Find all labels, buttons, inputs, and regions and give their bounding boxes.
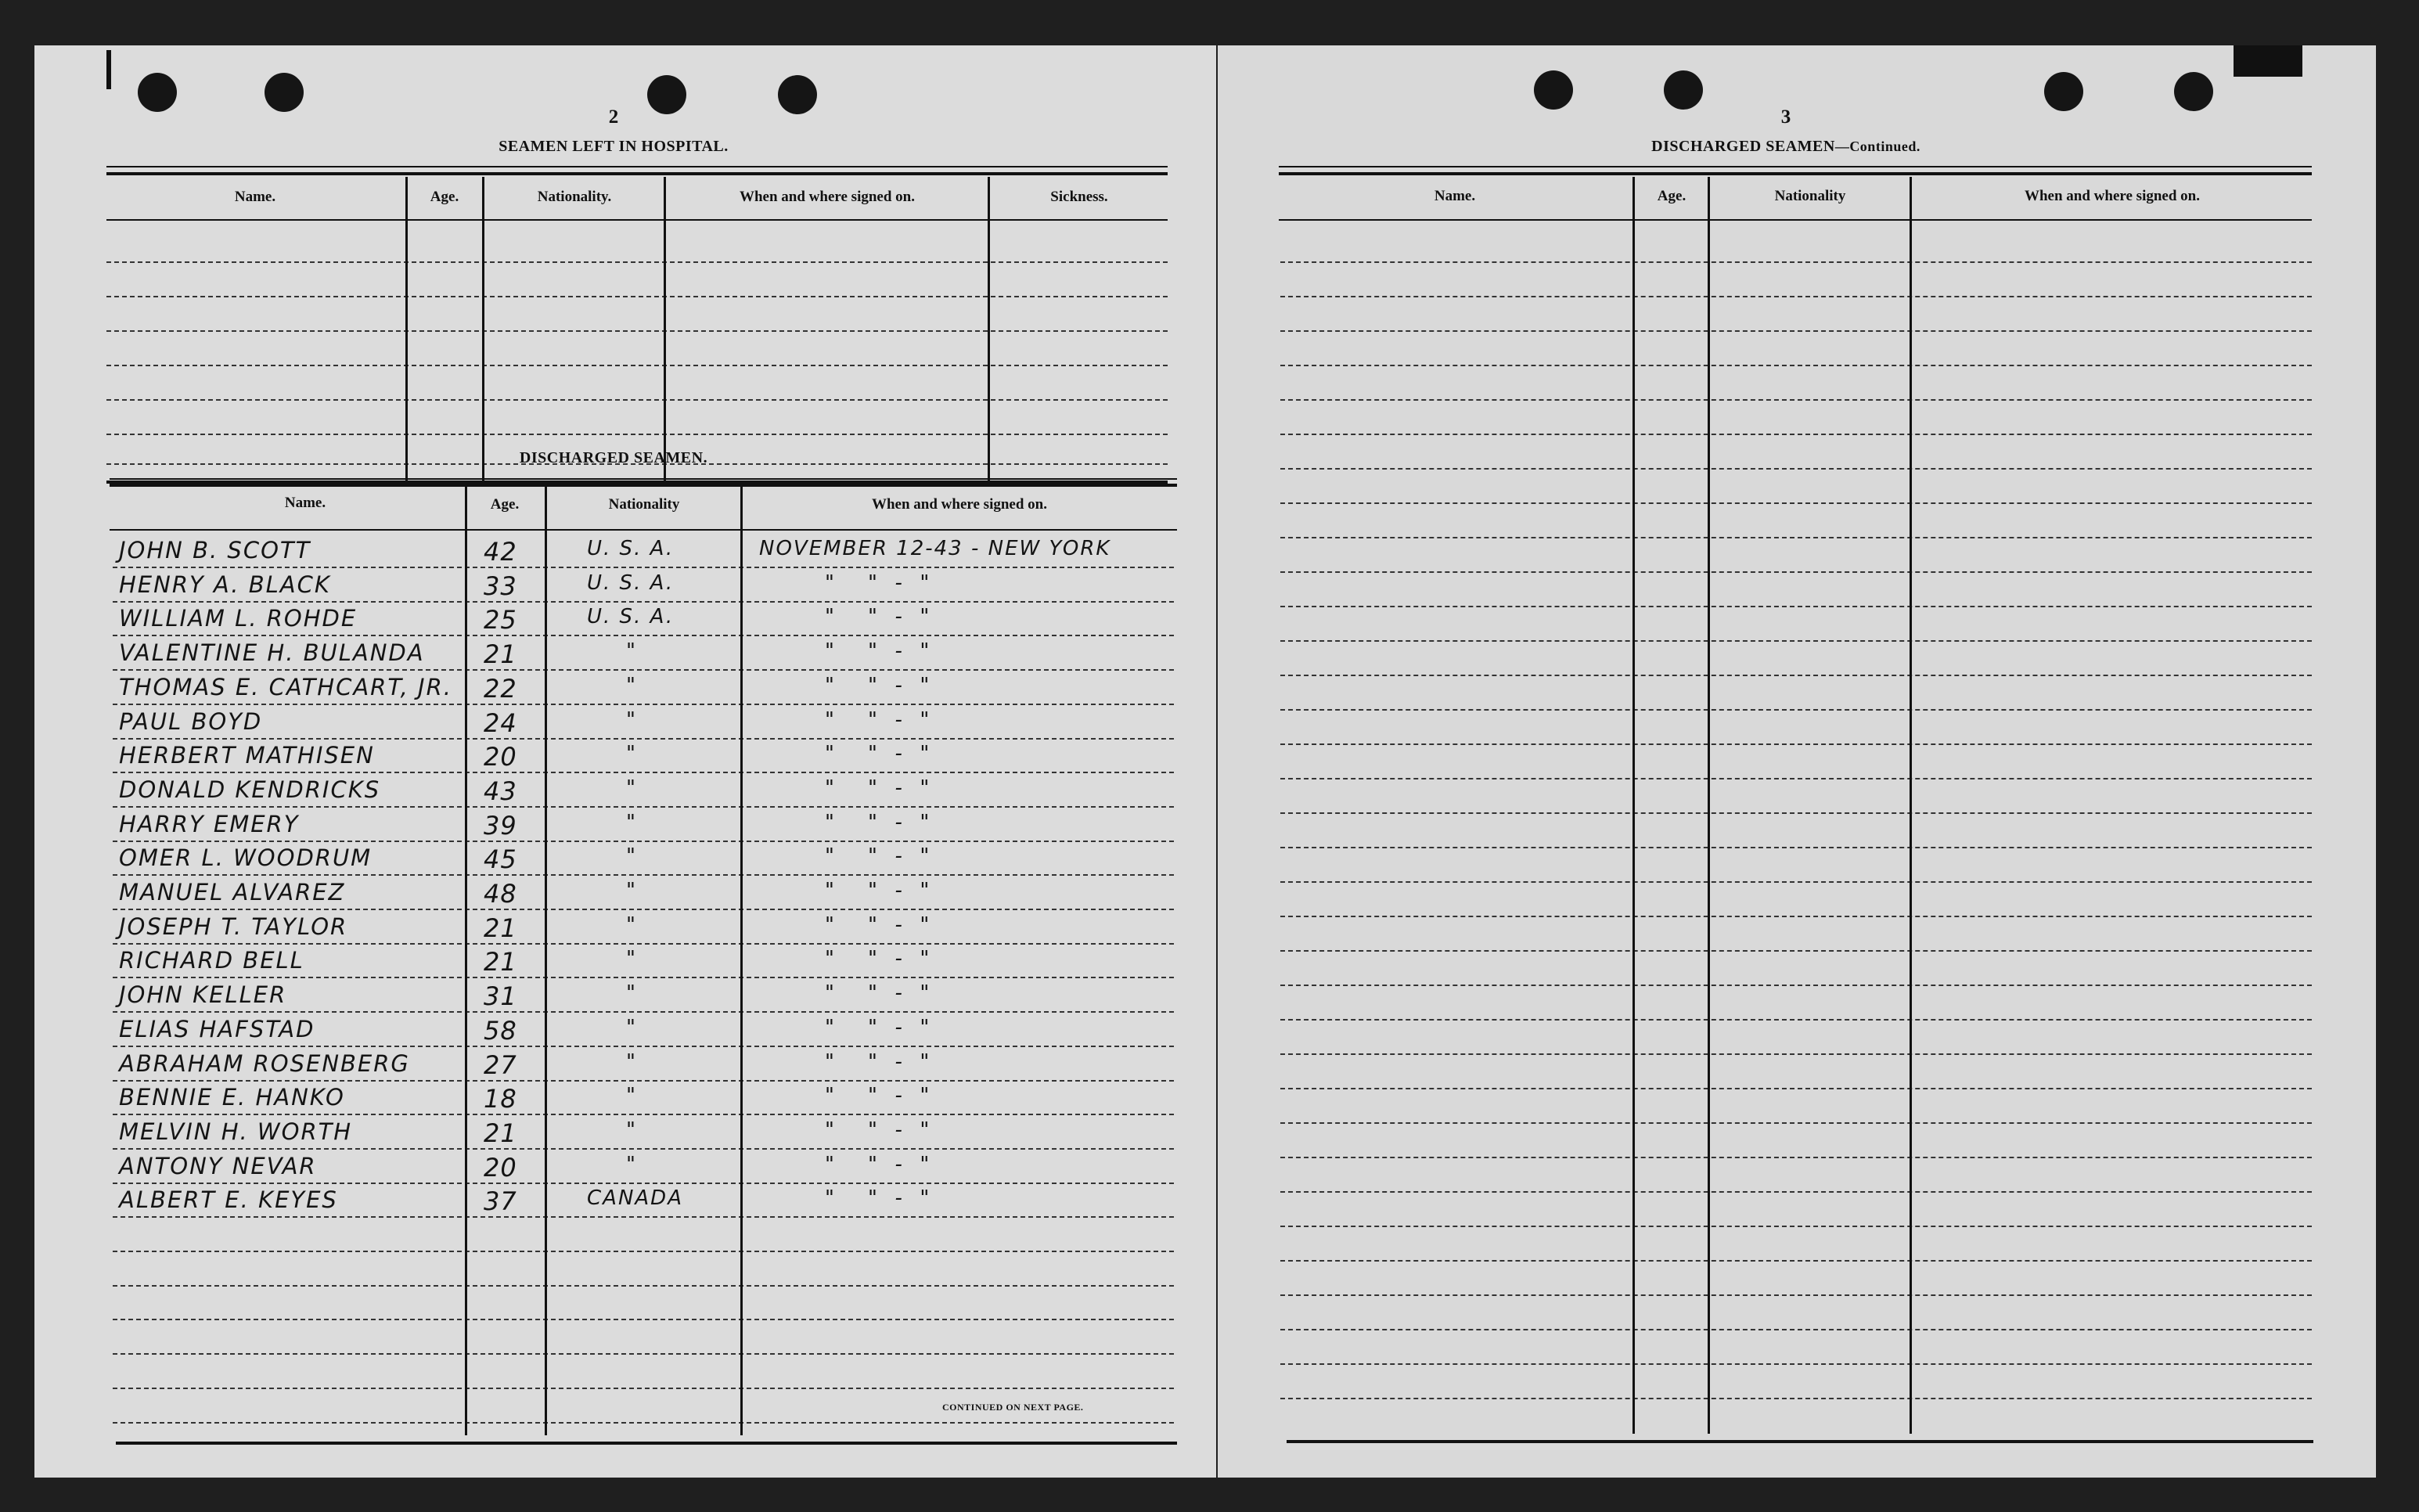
right-col-signed-on: When and where signed on. bbox=[2024, 188, 2200, 204]
rule bbox=[1279, 172, 2312, 175]
seaman-signed-on: " " - " bbox=[825, 776, 931, 800]
right-section-title bbox=[1551, 138, 2021, 156]
row-line bbox=[113, 1148, 1174, 1150]
row-line bbox=[113, 1216, 1174, 1218]
row-line bbox=[113, 943, 1174, 945]
seaman-nationality: U. S. A. bbox=[587, 605, 675, 628]
row-line bbox=[1280, 1053, 2312, 1055]
seaman-nationality: " bbox=[626, 742, 637, 765]
seaman-name: HENRY A. BLACK bbox=[119, 571, 331, 598]
binder-hole bbox=[1534, 70, 1573, 110]
rule bbox=[110, 478, 1177, 480]
binding-mark bbox=[106, 50, 111, 89]
discharged-col-nationality: Nationality bbox=[608, 496, 680, 513]
row-line bbox=[1280, 847, 2312, 848]
row-line bbox=[106, 261, 1168, 263]
right-page bbox=[1218, 45, 2376, 1478]
right-title-suffix: —Continued. bbox=[1834, 139, 1920, 154]
row-line bbox=[1280, 985, 2312, 986]
row-line bbox=[113, 567, 1174, 568]
seaman-name: JOSEPH T. TAYLOR bbox=[119, 913, 348, 940]
rule bbox=[110, 484, 1177, 487]
row-line bbox=[1280, 1122, 2312, 1124]
row-line bbox=[1280, 537, 2312, 538]
row-line bbox=[113, 1319, 1174, 1320]
seaman-nationality: " bbox=[626, 1016, 637, 1039]
row-line bbox=[1280, 502, 2312, 504]
row-line bbox=[113, 635, 1174, 636]
seaman-age: 42 bbox=[484, 537, 517, 567]
row-line bbox=[113, 909, 1174, 910]
row-line bbox=[1280, 950, 2312, 952]
seaman-name: ANTONY NEVAR bbox=[119, 1153, 317, 1179]
hospital-col-sickness: Sickness. bbox=[1050, 189, 1108, 205]
seaman-nationality: " bbox=[626, 639, 637, 663]
seaman-nationality: " bbox=[626, 1050, 637, 1074]
seaman-age: 45 bbox=[484, 844, 517, 874]
seaman-signed-on: " " - " bbox=[825, 1118, 931, 1142]
row-line bbox=[1280, 640, 2312, 642]
seaman-signed-on: " " - " bbox=[825, 1050, 931, 1074]
row-line bbox=[1280, 1157, 2312, 1158]
col-divider bbox=[740, 487, 743, 1435]
seaman-name: OMER L. WOODRUM bbox=[119, 844, 373, 871]
seaman-age: 22 bbox=[484, 674, 517, 704]
binder-hole bbox=[647, 75, 686, 114]
row-line bbox=[1280, 330, 2312, 332]
row-line bbox=[106, 434, 1168, 435]
binding-mark bbox=[2234, 45, 2302, 77]
right-col-nationality: Nationality bbox=[1774, 188, 1846, 204]
col-divider bbox=[664, 177, 666, 482]
row-line bbox=[1280, 571, 2312, 573]
row-line bbox=[1280, 709, 2312, 711]
row-line bbox=[113, 704, 1174, 705]
hospital-section-title: SEAMEN LEFT IN HOSPITAL. bbox=[499, 138, 729, 155]
right-col-name: Name. bbox=[1434, 188, 1476, 204]
seaman-nationality: " bbox=[626, 708, 637, 732]
row-line bbox=[106, 399, 1168, 401]
seaman-nationality: CANADA bbox=[587, 1186, 683, 1210]
seaman-age: 58 bbox=[484, 1016, 517, 1046]
row-line bbox=[113, 1080, 1174, 1082]
col-divider bbox=[988, 177, 990, 482]
seaman-age: 21 bbox=[484, 1118, 517, 1148]
seaman-name: MELVIN H. WORTH bbox=[119, 1118, 353, 1145]
seaman-nationality: " bbox=[626, 1084, 637, 1107]
seaman-age: 33 bbox=[484, 571, 517, 601]
seaman-name: WILLIAM L. ROHDE bbox=[119, 605, 358, 632]
binder-hole bbox=[2044, 72, 2083, 111]
seaman-nationality: " bbox=[626, 776, 637, 800]
seaman-nationality: U. S. A. bbox=[587, 571, 675, 595]
seaman-signed-on: " " - " bbox=[825, 1153, 931, 1176]
seaman-age: 43 bbox=[484, 776, 517, 806]
seaman-age: 27 bbox=[484, 1050, 517, 1080]
seaman-age: 18 bbox=[484, 1084, 517, 1114]
row-line bbox=[1280, 1329, 2312, 1330]
row-line bbox=[1280, 468, 2312, 470]
row-line bbox=[1280, 1019, 2312, 1021]
seaman-signed-on: " " - " bbox=[825, 879, 931, 902]
seaman-name: ELIAS HAFSTAD bbox=[119, 1016, 315, 1042]
row-line bbox=[113, 1046, 1174, 1047]
col-divider bbox=[405, 177, 408, 482]
row-line bbox=[1280, 296, 2312, 297]
row-line bbox=[113, 1251, 1174, 1252]
seaman-name: JOHN B. SCOTT bbox=[119, 537, 311, 563]
rule bbox=[116, 1442, 1177, 1445]
seaman-name: VALENTINE H. BULANDA bbox=[119, 639, 425, 666]
seaman-nationality: " bbox=[626, 674, 637, 697]
seaman-name: HARRY EMERY bbox=[119, 811, 300, 837]
seaman-name: BENNIE E. HANKO bbox=[119, 1084, 345, 1111]
hospital-col-signed-on: When and where signed on. bbox=[739, 189, 915, 205]
row-line bbox=[1280, 1294, 2312, 1296]
continued-footer: CONTINUED ON NEXT PAGE. bbox=[942, 1402, 1084, 1413]
seaman-name: DONALD KENDRICKS bbox=[119, 776, 381, 803]
row-line bbox=[113, 1285, 1174, 1287]
seaman-name: PAUL BOYD bbox=[119, 708, 263, 735]
rule bbox=[1287, 1440, 2313, 1443]
row-line bbox=[1280, 1191, 2312, 1193]
discharged-col-age: Age. bbox=[490, 496, 520, 513]
row-line bbox=[113, 806, 1174, 808]
row-line bbox=[113, 1183, 1174, 1184]
row-line bbox=[1280, 881, 2312, 883]
binder-hole bbox=[778, 75, 817, 114]
seaman-name: MANUEL ALVAREZ bbox=[119, 879, 346, 905]
row-line bbox=[113, 601, 1174, 603]
row-line bbox=[1280, 399, 2312, 401]
seaman-nationality: U. S. A. bbox=[587, 537, 675, 560]
discharged-col-name: Name. bbox=[284, 495, 326, 511]
row-line bbox=[113, 841, 1174, 842]
seaman-age: 24 bbox=[484, 708, 517, 738]
seaman-age: 25 bbox=[484, 605, 517, 635]
row-line bbox=[1280, 916, 2312, 917]
row-line bbox=[106, 365, 1168, 366]
seaman-signed-on: " " - " bbox=[825, 742, 931, 765]
seaman-name: ALBERT E. KEYES bbox=[119, 1186, 338, 1213]
rule bbox=[1279, 219, 2312, 221]
seaman-signed-on: NOVEMBER 12-43 - NEW YORK bbox=[759, 537, 1111, 560]
seaman-nationality: " bbox=[626, 811, 637, 834]
row-line bbox=[1280, 1088, 2312, 1089]
col-divider bbox=[465, 487, 467, 1435]
right-title-main: DISCHARGED SEAMEN bbox=[1651, 138, 1835, 155]
seaman-signed-on: " " - " bbox=[825, 674, 931, 697]
seaman-signed-on: " " - " bbox=[825, 605, 931, 628]
seaman-nationality: " bbox=[626, 844, 637, 868]
page-number: 3 bbox=[1780, 106, 1791, 128]
row-line bbox=[1280, 675, 2312, 676]
seaman-age: 39 bbox=[484, 811, 517, 841]
rule bbox=[106, 172, 1168, 175]
binder-hole bbox=[1664, 70, 1703, 110]
seaman-signed-on: " " - " bbox=[825, 708, 931, 732]
row-line bbox=[106, 330, 1168, 332]
row-line bbox=[1280, 812, 2312, 814]
col-divider bbox=[1910, 177, 1912, 1434]
row-line bbox=[113, 977, 1174, 978]
seaman-signed-on: " " - " bbox=[825, 811, 931, 834]
binder-hole bbox=[138, 73, 177, 112]
row-line bbox=[113, 1114, 1174, 1115]
hospital-col-name: Name. bbox=[234, 189, 276, 205]
seaman-signed-on: " " - " bbox=[825, 844, 931, 868]
right-col-age: Age. bbox=[1657, 188, 1686, 204]
binder-hole bbox=[265, 73, 304, 112]
row-line bbox=[1280, 743, 2312, 745]
row-line bbox=[1280, 261, 2312, 263]
seaman-name: RICHARD BELL bbox=[119, 947, 304, 974]
seaman-nationality: " bbox=[626, 981, 637, 1005]
seaman-name: HERBERT MATHISEN bbox=[119, 742, 375, 769]
row-line bbox=[113, 1353, 1174, 1355]
page-number: 2 bbox=[608, 106, 619, 128]
rule bbox=[110, 529, 1177, 531]
discharged-section-title: DISCHARGED SEAMEN. bbox=[519, 449, 708, 466]
row-line bbox=[1280, 1398, 2312, 1399]
seaman-signed-on: " " - " bbox=[825, 947, 931, 970]
seaman-nationality: " bbox=[626, 913, 637, 937]
left-page bbox=[34, 45, 1216, 1478]
seaman-age: 21 bbox=[484, 639, 517, 669]
row-line bbox=[113, 874, 1174, 876]
row-line bbox=[1280, 434, 2312, 435]
seaman-age: 20 bbox=[484, 1153, 517, 1183]
seaman-signed-on: " " - " bbox=[825, 913, 931, 937]
seaman-signed-on: " " - " bbox=[825, 1186, 931, 1210]
hospital-col-age: Age. bbox=[430, 189, 459, 205]
row-line bbox=[1280, 1363, 2312, 1365]
seaman-name: THOMAS E. CATHCART, JR. bbox=[119, 674, 452, 700]
row-line bbox=[113, 738, 1174, 740]
seaman-age: 48 bbox=[484, 879, 517, 909]
seaman-age: 20 bbox=[484, 742, 517, 772]
row-line bbox=[113, 669, 1174, 671]
seaman-signed-on: " " - " bbox=[825, 639, 931, 663]
seaman-name: JOHN KELLER bbox=[119, 981, 287, 1008]
hospital-col-nationality: Nationality. bbox=[537, 189, 612, 205]
seaman-age: 21 bbox=[484, 913, 517, 943]
rule bbox=[106, 219, 1168, 221]
row-line bbox=[113, 1388, 1174, 1389]
seaman-nationality: " bbox=[626, 879, 637, 902]
row-line bbox=[113, 772, 1174, 773]
rule bbox=[1279, 166, 2312, 167]
col-divider bbox=[482, 177, 484, 482]
seaman-age: 37 bbox=[484, 1186, 517, 1216]
seaman-signed-on: " " - " bbox=[825, 981, 931, 1005]
row-line bbox=[1280, 1226, 2312, 1227]
col-divider bbox=[1632, 177, 1635, 1434]
row-line bbox=[113, 1011, 1174, 1013]
seaman-name: ABRAHAM ROSENBERG bbox=[119, 1050, 410, 1077]
binder-hole bbox=[2174, 72, 2213, 111]
seaman-signed-on: " " - " bbox=[825, 1016, 931, 1039]
row-line bbox=[1280, 778, 2312, 779]
seaman-nationality: " bbox=[626, 1153, 637, 1176]
seaman-nationality: " bbox=[626, 1118, 637, 1142]
rule bbox=[106, 166, 1168, 167]
col-divider bbox=[545, 487, 547, 1435]
seaman-signed-on: " " - " bbox=[825, 571, 931, 595]
row-line bbox=[113, 1422, 1174, 1424]
row-line bbox=[1280, 365, 2312, 366]
row-line bbox=[1280, 606, 2312, 607]
discharged-col-signed-on: When and where signed on. bbox=[871, 496, 1047, 513]
seaman-age: 31 bbox=[484, 981, 517, 1011]
row-line bbox=[1280, 1260, 2312, 1262]
col-divider bbox=[1708, 177, 1710, 1434]
seaman-signed-on: " " - " bbox=[825, 1084, 931, 1107]
seaman-nationality: " bbox=[626, 947, 637, 970]
row-line bbox=[106, 296, 1168, 297]
seaman-age: 21 bbox=[484, 947, 517, 977]
